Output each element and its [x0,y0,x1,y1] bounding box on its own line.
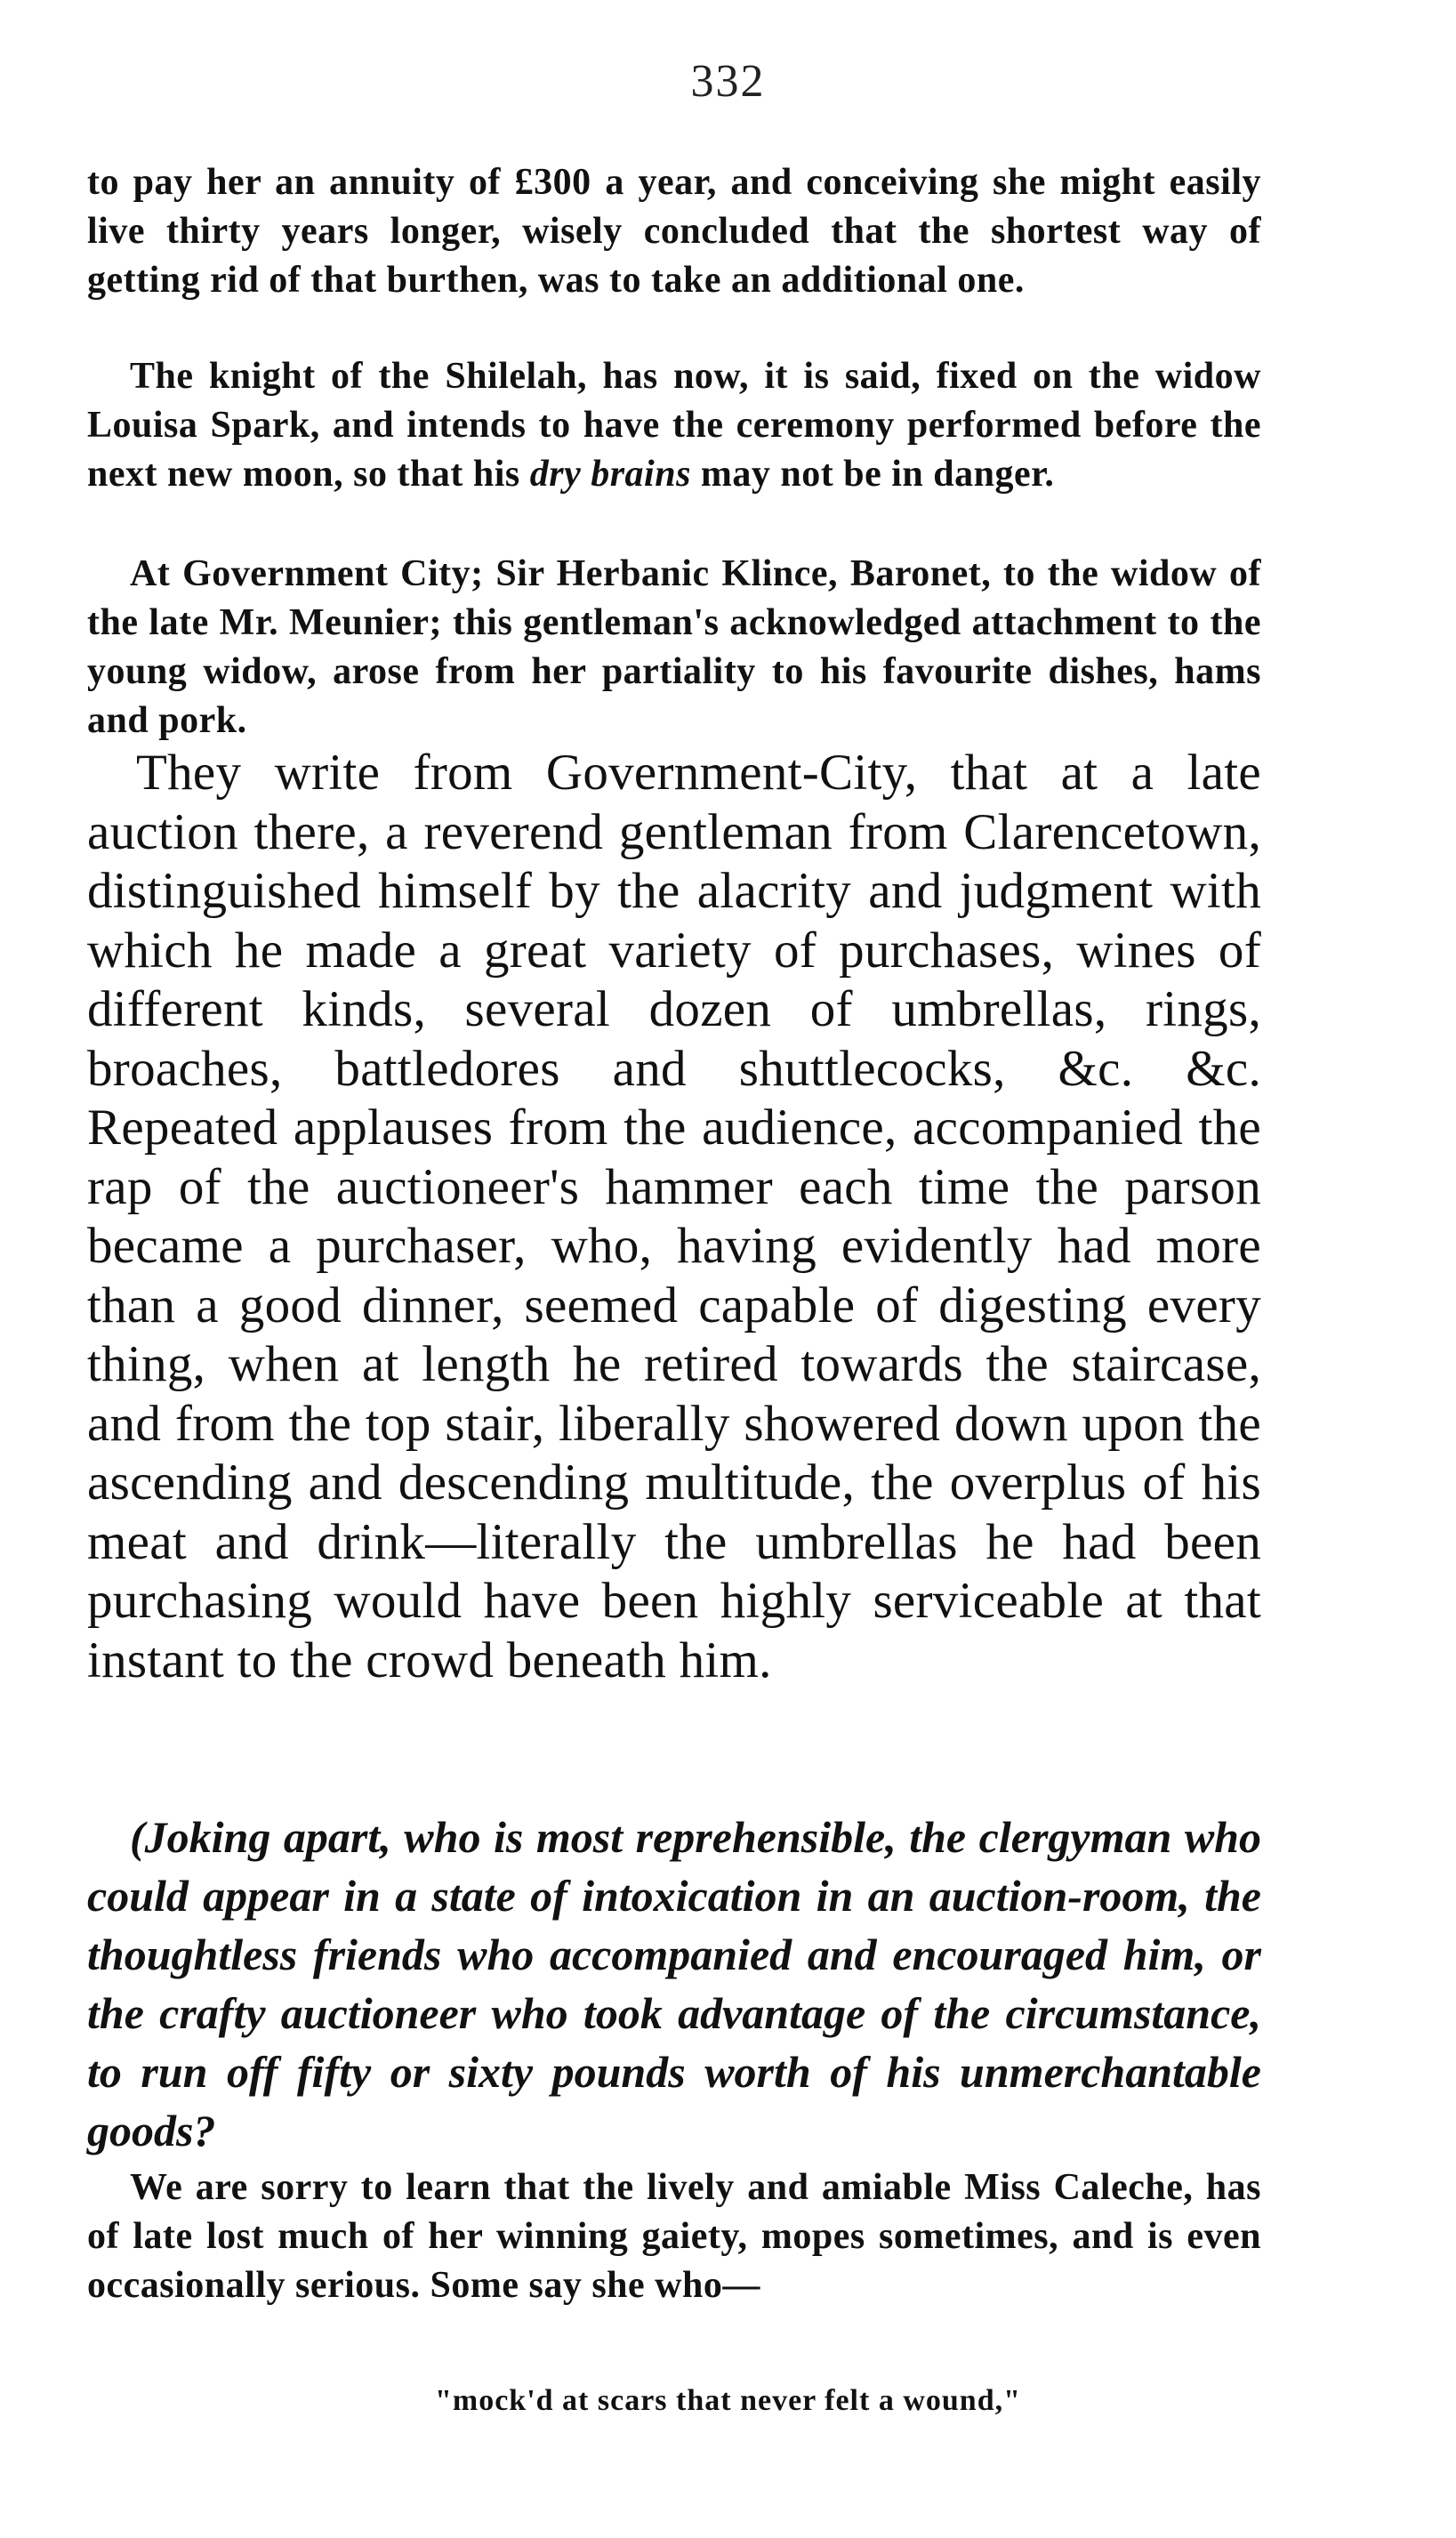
paragraph-government-city: At Government City; Sir Herbanic Klince, Baronet, to the widow of the late Mr. Meunier; this gentleman's acknowledged attachment to the young widow, arose from her partiality to his favourite dishes, hams and pork. [87,553,1261,741]
paragraph-joking-apart: (Joking apart, who is most reprehensible, the clergyman who could appear in a state of intoxication in an auction-room, the thoughtless friends who accompanied and encouraged him, or the crafty auctioneer who took advantage of the circumstance, to run off fifty or sixty pounds worth of his unmerchantable goods? [87,1812,1261,2155]
paragraph-knight-text-start: The knight of the Shilelah, has now, it is said, fixed on the widow Louisa Spark, and intends to have the ceremony performed before the next new moon, so that his [87,356,1261,495]
paragraph-miss-caleche: We are sorry to learn that the lively and amiable Miss Caleche, has of late lost much of her winning gaiety, mopes sometimes, and is even occasionally serious. Some say she who— [87,2167,1261,2306]
dry-brains-italic: dry brains [529,454,691,495]
paragraph-auction: They write from Government-City, that at a late auction there, a reverend gentleman from Clarencetown, distinguished himself by the alacrity and judgment with which he made a great variety of purchases, wines of different kinds, several dozen of umbrellas, rings, broaches, battledores and shuttlecocks, &c. &c. Repeated applauses from the audience, accompanied the rap of the auctioneer's hammer each time the parson became a purchaser, who, having evidently had more than a good dinner, seemed capable of digesting every thing, when at length he retired towards the staircase, and from the top stair, liberally showered down upon the ascending and descending multitude, the overplus of his meat and drink—literally the umbrellas he had been purchasing would have been highly serviceable at that instant to the crowd beneath him. [87,745,1261,1688]
page-number: 332 [690,56,766,107]
paragraph-knight-shilelah [87,352,1261,499]
closing-quotation: "mock'd at scars that never felt a wound," [435,2384,1021,2417]
paragraph-annuity: to pay her an annuity of £300 a year, and conceiving she might easily live thirty years longer, wisely concluded that the shortest way of getting rid of that burthen, was to take an additional one. [87,162,1261,301]
paragraph-knight-text-end: may not be in danger. [690,454,1055,495]
